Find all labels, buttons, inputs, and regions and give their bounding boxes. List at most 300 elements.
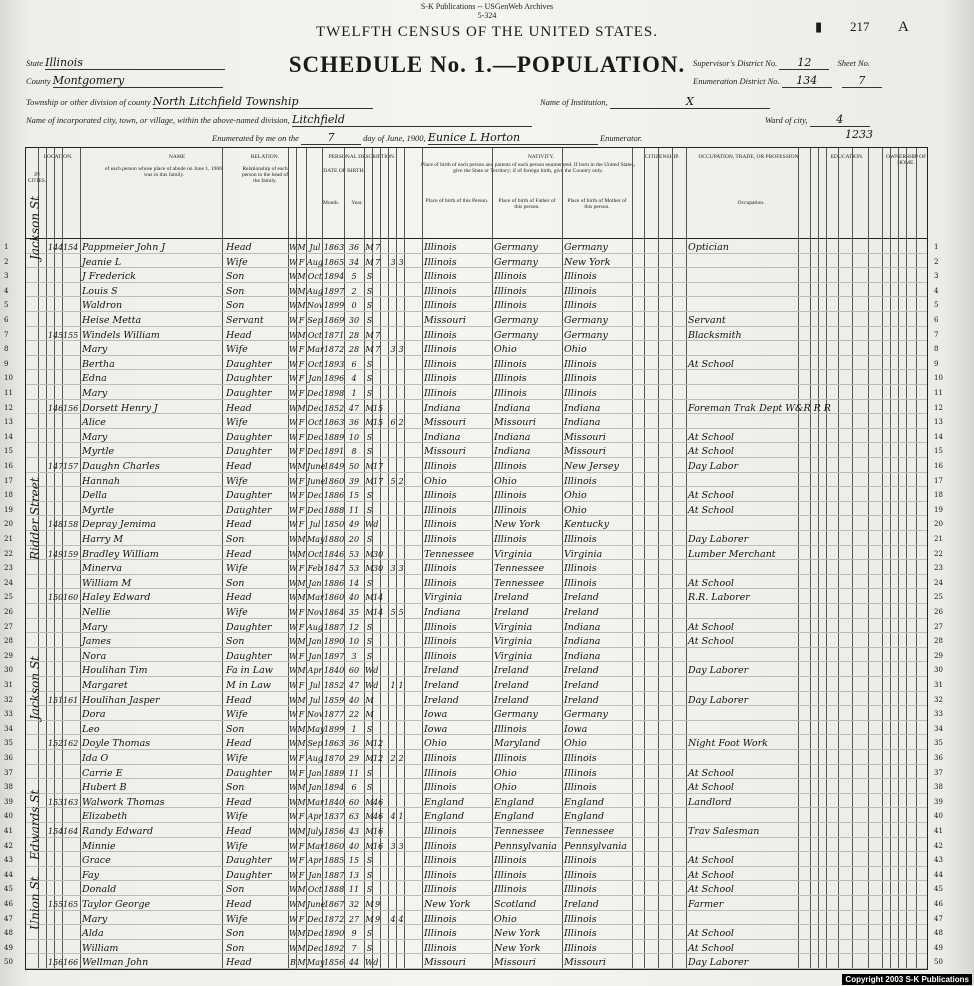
cell-rel: Daughter: [226, 373, 272, 385]
cell-fb: Illinois: [494, 869, 527, 881]
cell-name: Mary: [82, 388, 108, 399]
cell-mb: Illinois: [564, 563, 597, 575]
cell-ms: S: [366, 885, 373, 895]
line-number: 13: [4, 418, 13, 427]
cell-sex: M: [297, 286, 306, 296]
cell-mb: Illinois: [564, 942, 597, 954]
line-number-right: 41: [934, 827, 943, 835]
cell-sex: F: [298, 651, 305, 661]
header-in-cities: IN CITIES.: [27, 172, 47, 184]
cell-year: 1864: [323, 608, 345, 617]
cell-name: Elizabeth: [82, 811, 128, 823]
cell-ms: M: [365, 710, 374, 720]
cell-name: Ida O: [82, 753, 109, 764]
cell-name: Hannah: [82, 475, 120, 487]
row-rule: [26, 749, 927, 750]
row-rule: [26, 924, 927, 925]
cell-fb: Virginia: [494, 650, 533, 662]
line-number: 30: [4, 666, 13, 675]
cell-month: Mar: [307, 345, 324, 355]
cell-occ: At School: [688, 884, 734, 896]
line-number: 7: [4, 330, 9, 339]
cell-month: Dec: [307, 943, 323, 953]
cell-fam: 165: [63, 900, 79, 909]
cell-name: Fay: [82, 869, 99, 881]
publisher-header: [0, 2, 974, 20]
line-number: 18: [4, 491, 13, 500]
line-number-right: 19: [934, 505, 943, 514]
cell-color: W: [289, 476, 298, 486]
cell-month: Aug: [307, 257, 324, 267]
cell-sex: M: [297, 578, 306, 588]
cell-name: Mary: [82, 913, 108, 925]
cell-month: Jul: [309, 695, 321, 705]
cell-ym: 15: [373, 403, 384, 413]
cell-name: Myrtle: [82, 446, 115, 458]
cell-age: 40: [348, 695, 360, 705]
cell-month: May: [307, 724, 325, 734]
cell-ch: 2: [390, 754, 396, 763]
line-number: 28: [4, 637, 13, 646]
cell-sex: F: [298, 768, 305, 778]
cell-month: Oct: [307, 549, 323, 559]
line-number: 10: [4, 374, 13, 383]
cell-fb: Germany: [494, 256, 538, 268]
cell-dwell: 156: [48, 958, 64, 968]
cell-color: W: [289, 739, 298, 749]
cell-age: 3: [351, 651, 357, 661]
line-number: 11: [4, 389, 13, 397]
cell-color: W: [289, 316, 298, 325]
cell-occ: At School: [688, 767, 734, 779]
cell-sex: F: [298, 754, 305, 763]
cell-color: W: [289, 403, 298, 413]
cell-month: July: [307, 827, 323, 836]
row-rule: [26, 880, 927, 881]
cell-fb: England: [494, 796, 535, 808]
cell-ms: S: [366, 724, 373, 734]
cell-year: 1840: [323, 666, 345, 676]
cell-rel: Son: [226, 271, 245, 283]
street-name: Edwards St: [28, 789, 42, 860]
cell-sex: F: [298, 841, 305, 851]
institution-value: X: [610, 95, 770, 109]
cell-age: 28: [348, 345, 360, 355]
cell-fb: Pennsylvania: [494, 840, 557, 852]
cell-mb: Illinois: [564, 913, 597, 925]
line-number-right: 29: [934, 651, 943, 660]
cell-ym: 12: [373, 754, 384, 763]
cell-fb: Illinois: [494, 358, 527, 370]
cell-rel: Head: [226, 592, 252, 604]
row-rule: [26, 559, 927, 560]
cell-ym: 7: [374, 345, 381, 355]
cell-month: Sep: [307, 739, 323, 749]
cell-fb: Tennessee: [494, 577, 545, 589]
cell-ms: S: [366, 272, 373, 282]
cell-cl: 3: [398, 257, 404, 267]
cell-mb: New York: [564, 256, 611, 268]
line-number: 39: [4, 797, 13, 806]
cell-rel: Wife: [226, 417, 248, 429]
cell-year: 1869: [323, 316, 345, 325]
group-personal: PERSONAL DESCRIPTION.: [328, 154, 396, 160]
line-number: 38: [4, 783, 13, 792]
cell-mb: Illinois: [564, 388, 597, 399]
cell-ms: S: [366, 651, 373, 661]
row-rule: [26, 340, 927, 341]
cell-sex: F: [298, 418, 305, 428]
header-occupation: Occupation.: [737, 200, 765, 206]
cell-age: 6: [351, 783, 357, 793]
cell-month: Nov: [307, 301, 324, 311]
cell-month: May: [307, 958, 325, 968]
cell-mb: Illinois: [564, 782, 597, 794]
cell-cl: 3: [398, 345, 404, 355]
cell-pb: Illinois: [424, 884, 457, 896]
row-rule: [26, 778, 927, 779]
group-ownership: OWNERSHIP OF HOME.: [885, 154, 927, 166]
cell-ms: S: [366, 783, 373, 793]
cell-mb: Ireland: [564, 680, 599, 691]
cell-ym: 9: [374, 900, 381, 909]
header-month: Month.: [322, 200, 340, 206]
line-number: 41: [4, 827, 13, 835]
cell-ms: S: [366, 929, 373, 939]
enum-month: day of June, 1900,: [363, 133, 426, 143]
cell-name: Walwork Thomas: [82, 796, 165, 808]
cell-ms: S: [366, 359, 373, 369]
cell-pb: Illinois: [424, 621, 457, 633]
line-number-right: 10: [934, 374, 943, 383]
cell-month: Nov: [307, 710, 324, 720]
cell-name: Depray Jemima: [82, 519, 157, 531]
cell-name: Bradley William: [82, 548, 159, 560]
cell-fb: Illinois: [494, 884, 527, 896]
cell-month: Jul: [309, 520, 321, 530]
county-label: County: [26, 76, 51, 86]
cell-mb: New Jersey: [564, 461, 619, 472]
line-number: 37: [4, 768, 13, 777]
cell-ms: S: [366, 856, 373, 866]
cell-fb: Ohio: [494, 782, 517, 794]
cell-occ: Optician: [688, 242, 729, 253]
cell-fb: Ireland: [494, 680, 529, 691]
group-location: LOCATION.: [43, 154, 73, 160]
cell-fb: Ireland: [494, 665, 529, 677]
cell-pb: Illinois: [424, 636, 457, 648]
cell-fb: Illinois: [494, 723, 527, 735]
cell-mb: Ireland: [564, 665, 599, 677]
cell-year: 1865: [323, 257, 345, 267]
cell-occ: At School: [688, 869, 734, 881]
cell-month: Dec: [307, 505, 323, 515]
cell-year: 1896: [323, 374, 345, 384]
row-rule: [26, 588, 927, 589]
line-number-right: 17: [934, 476, 943, 485]
row-rule: [26, 851, 927, 852]
cell-color: W: [289, 622, 298, 632]
cell-sex: M: [297, 783, 306, 793]
row-rule: [26, 618, 927, 619]
cell-sex: M: [297, 929, 306, 939]
cell-ch: 1: [390, 681, 396, 690]
cell-name: Pappmeier John J: [82, 242, 166, 253]
cell-cl: 4: [398, 914, 404, 924]
cell-year: 1849: [323, 462, 345, 471]
cell-mb: Indiana: [564, 402, 601, 414]
cell-fb: Illinois: [494, 373, 527, 385]
row-rule: [26, 355, 927, 356]
cell-fam: 164: [63, 827, 79, 836]
cell-name: Minerva: [82, 563, 123, 575]
cell-year: 1886: [323, 491, 345, 501]
cell-color: W: [289, 272, 298, 282]
cell-fb: Germany: [494, 329, 538, 341]
cell-year: 1899: [323, 301, 345, 311]
group-relation: RELATION.: [250, 154, 280, 160]
row-rule: [26, 691, 927, 692]
cell-dwell: 145: [48, 330, 64, 340]
cell-pb: Illinois: [424, 461, 457, 472]
city-label: Name of incorporated city, town, or village, within the above-named division,: [26, 115, 290, 125]
cell-mb: Ireland: [564, 899, 599, 910]
cell-rel: Head: [226, 738, 252, 750]
cell-pb: Ireland: [424, 680, 459, 691]
cell-month: June: [307, 476, 326, 486]
line-number: 47: [4, 914, 13, 923]
line-number-right: 42: [934, 841, 943, 850]
cell-color: W: [289, 432, 298, 442]
cell-name: Bertha: [82, 358, 115, 370]
cell-month: Dec: [307, 403, 323, 413]
cell-pb: Iowa: [424, 723, 448, 735]
cell-ms: S: [366, 505, 373, 515]
cell-month: Oct: [307, 885, 323, 895]
cell-color: W: [289, 681, 298, 690]
cell-fb: Illinois: [494, 855, 527, 867]
cell-ms: S: [366, 535, 373, 544]
cell-name: Mary: [82, 344, 108, 356]
cell-color: W: [289, 943, 298, 953]
cell-sex: M: [297, 243, 306, 252]
copyright-notice: Copyright 2003 S-K Publications: [842, 974, 972, 985]
cell-age: 53: [348, 549, 360, 559]
cell-rel: Head: [226, 548, 252, 560]
cell-color: W: [289, 608, 298, 617]
cell-rel: Wife: [226, 709, 248, 721]
cell-fb: England: [494, 811, 535, 823]
cell-name: Alice: [82, 417, 106, 429]
cell-mb: Missouri: [564, 446, 606, 458]
cell-year: 1887: [323, 870, 345, 880]
cell-rel: Daughter: [226, 767, 272, 779]
cell-fb: Ireland: [494, 607, 529, 618]
cell-color: W: [289, 578, 298, 588]
line-number: 4: [4, 286, 9, 295]
cell-mb: Illinois: [564, 285, 597, 297]
line-number-right: 37: [934, 768, 943, 777]
cell-mb: Ohio: [564, 504, 587, 516]
cell-sex: M: [297, 549, 306, 559]
cell-age: 35: [348, 608, 360, 617]
cell-age: 1: [351, 389, 357, 398]
cell-year: 1890: [323, 929, 345, 939]
cell-year: 1893: [323, 359, 345, 369]
cell-color: W: [289, 710, 298, 720]
cell-color: W: [289, 520, 298, 530]
cell-occ: Blacksmith: [688, 329, 742, 341]
cell-ms: M: [365, 608, 374, 617]
row-rule: [26, 720, 927, 721]
cell-pb: Illinois: [424, 534, 457, 545]
cell-fam: 163: [63, 797, 79, 807]
cell-dwell: 150: [48, 593, 64, 603]
cell-pb: Illinois: [424, 285, 457, 297]
cell-dwell: 147: [48, 462, 64, 471]
cell-mb: Missouri: [564, 957, 606, 969]
ward-label: Ward of city,: [765, 115, 808, 125]
cell-month: Jan: [308, 870, 322, 880]
cell-ms: Wd: [365, 681, 379, 690]
cell-mb: Illinois: [564, 753, 597, 764]
line-number: 16: [4, 462, 13, 470]
cell-year: 1860: [323, 476, 345, 486]
cell-cl: 3: [398, 841, 404, 851]
cell-ch: 3: [390, 841, 396, 851]
cell-mb: Germany: [564, 709, 608, 721]
cell-rel: Head: [226, 461, 252, 472]
cell-fam: 154: [63, 243, 79, 252]
cell-name: Louis S: [82, 285, 118, 297]
city-line: [26, 113, 532, 127]
line-number-right: 20: [934, 520, 943, 529]
row-rule: [26, 486, 927, 487]
cell-name: Dora: [82, 709, 106, 721]
cell-cl: 5: [398, 608, 404, 617]
line-number-right: 9: [934, 359, 939, 368]
line-number-right: 21: [934, 535, 943, 543]
cell-name: J Frederick: [82, 271, 136, 283]
cell-sex: F: [298, 359, 305, 369]
cell-occ: At School: [688, 446, 734, 458]
cell-cl: 2: [398, 476, 404, 486]
cell-year: 1863: [323, 243, 345, 252]
line-number: 24: [4, 578, 13, 587]
cell-month: Aug: [307, 754, 324, 763]
cell-year: 1856: [323, 958, 345, 968]
line-number: 48: [4, 929, 13, 938]
cell-pb: New York: [424, 899, 471, 910]
row-rule: [26, 296, 927, 297]
line-number: 15: [4, 447, 13, 456]
cell-ch: 4: [390, 914, 396, 924]
line-number-right: 27: [934, 622, 943, 631]
row-rule: [26, 647, 927, 648]
cell-rel: Daughter: [226, 650, 272, 662]
cell-ms: S: [366, 943, 373, 953]
cell-pb: Illinois: [424, 329, 457, 341]
line-number-right: 28: [934, 637, 943, 646]
cell-pb: Ireland: [424, 665, 459, 677]
cell-age: 22: [348, 710, 360, 720]
cell-month: Jan: [308, 783, 322, 793]
cell-color: W: [289, 637, 298, 647]
cell-age: 12: [348, 622, 360, 632]
cell-name: Grace: [82, 855, 111, 867]
line-number-right: 22: [934, 549, 943, 558]
cell-fb: New York: [494, 519, 541, 531]
cell-dwell: 149: [48, 549, 64, 559]
cell-occ: Farmer: [688, 899, 724, 910]
cell-pb: Illinois: [424, 300, 457, 312]
line-number: 22: [4, 549, 13, 558]
cell-occ: Trav Salesman: [688, 826, 760, 837]
cell-age: 20: [348, 535, 360, 544]
cell-rel: Son: [226, 285, 245, 297]
cell-mb: Ireland: [564, 694, 599, 706]
street-name: Union St: [28, 876, 42, 930]
line-number-right: 13: [934, 418, 943, 427]
cell-name: Jeanie L: [82, 256, 122, 268]
cell-mb: Indiana: [564, 417, 601, 429]
supervisor-line: [693, 56, 870, 70]
cell-month: Dec: [307, 389, 323, 398]
cell-mb: Illinois: [564, 577, 597, 589]
cell-ms: M: [365, 797, 374, 807]
cell-name: Donald: [82, 884, 117, 896]
cell-pb: Missouri: [424, 446, 466, 458]
cell-occ: At School: [688, 431, 734, 443]
cell-ms: S: [366, 491, 373, 501]
cell-name: Minnie: [82, 840, 116, 852]
cell-age: 47: [348, 681, 360, 690]
cell-ym: 7: [374, 243, 381, 252]
cell-month: Jan: [308, 374, 322, 384]
line-number-right: 23: [934, 564, 943, 573]
cell-ch: 6: [390, 418, 396, 428]
cell-fb: Illinois: [494, 753, 527, 764]
line-number-right: 31: [934, 681, 943, 689]
cell-year: 1846: [323, 549, 345, 559]
line-number-right: 11: [934, 389, 943, 397]
cell-ms: S: [366, 316, 373, 325]
cell-year: 1863: [323, 739, 345, 749]
cell-mb: Kentucky: [564, 519, 609, 531]
line-number: 34: [4, 724, 13, 733]
cell-color: W: [289, 491, 298, 501]
cell-pb: Tennessee: [424, 548, 475, 560]
cell-year: 1860: [323, 841, 345, 851]
cell-occ: Servant: [688, 315, 726, 326]
cell-ym: 30: [373, 564, 384, 574]
cell-mb: Tennessee: [564, 826, 615, 837]
cell-color: W: [289, 564, 298, 574]
cell-ms: M: [365, 812, 374, 822]
cell-color: W: [289, 754, 298, 763]
cell-pb: Missouri: [424, 957, 466, 969]
line-number: 9: [4, 359, 9, 368]
street-name: Jackson St: [28, 656, 42, 720]
row-rule: [26, 472, 927, 473]
cell-color: W: [289, 374, 298, 384]
cell-ms: M: [365, 462, 374, 471]
cell-sex: F: [298, 681, 305, 690]
census-grid: [4, 147, 943, 970]
cell-rel: Wife: [226, 811, 248, 823]
line-number-right: 40: [934, 812, 943, 821]
cell-color: W: [289, 593, 298, 603]
